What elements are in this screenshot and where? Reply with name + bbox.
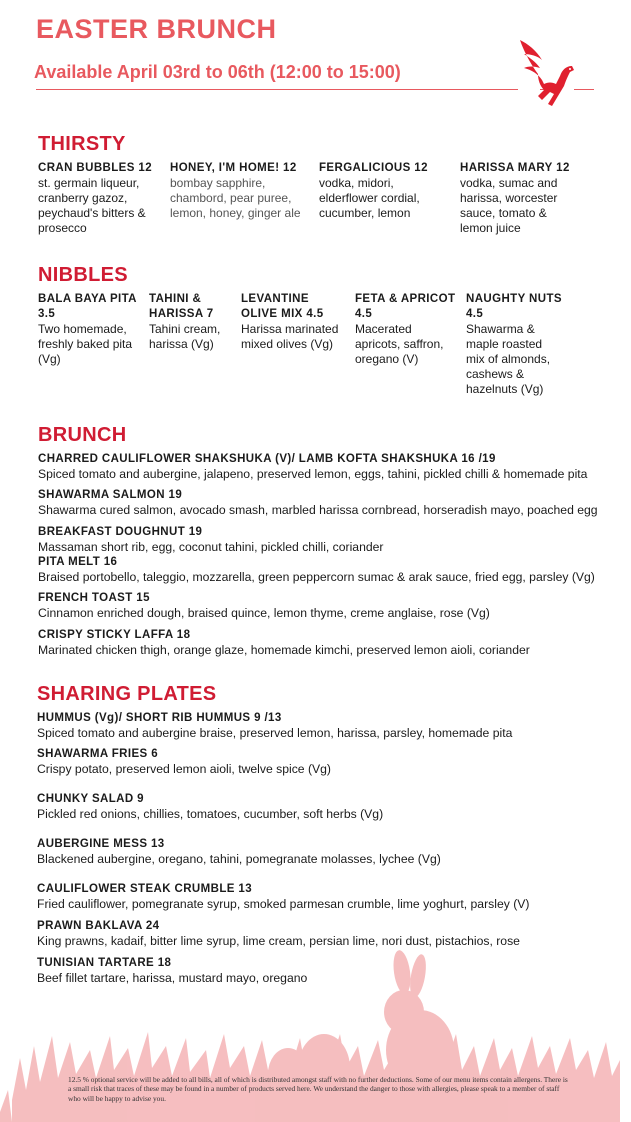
menu-item-name: SHAWARMA SALMON 19 (38, 489, 183, 501)
nibble-name: FETA & APRICOT (355, 293, 456, 305)
drink-name: FERGALICIOUS 12 (319, 162, 428, 174)
menu-item-desc: Shawarma cured salmon, avocado smash, marbled harissa cornbread, horseradish mayo, poached egg (38, 503, 598, 517)
menu-item (38, 628, 530, 658)
menu-item-desc: Braised portobello, taleggio, mozzarella, green peppercorn sumac & arak sauce, fried egg, parsley (Vg) (38, 570, 595, 584)
drink-item (319, 161, 454, 221)
drink-desc-line: prosecco (38, 221, 87, 235)
nibble-desc-line: harissa (Vg) (149, 337, 214, 351)
section-heading-thirsty: THIRSTY (38, 133, 126, 155)
drink-name: HONEY, I'M HOME! 12 (170, 162, 297, 174)
drink-desc-line: cucumber, lemon (319, 206, 411, 220)
nibble-price: HARISSA 7 (149, 308, 214, 320)
menu-item-desc: Crispy potato, preserved lemon aioli, twelve spice (Vg) (37, 762, 331, 776)
nibble-name: BALA BAYA PITA (38, 293, 137, 305)
drink-desc-line: elderflower cordial, (319, 191, 420, 205)
menu-item-desc: Spiced tomato and aubergine braise, preserved lemon, harissa, parsley, homemade pita (37, 726, 513, 740)
nibble-name: LEVANTINE (241, 293, 309, 305)
pegasus-icon (514, 36, 578, 108)
drink-item (460, 161, 610, 236)
nibble-desc-line: Harissa marinated (241, 322, 339, 336)
drink-desc-line: st. germain liqueur, (38, 176, 140, 190)
nibble-desc-line: freshly baked pita (38, 337, 133, 351)
nibble-item (241, 292, 353, 352)
nibble-desc-line: oregano (V) (355, 352, 419, 366)
menu-item (37, 837, 441, 867)
nibble-price: 4.5 (466, 308, 484, 320)
menu-item (37, 792, 383, 822)
nibble-desc-line: Tahini cream, (149, 322, 221, 336)
nibble-desc-line: (Vg) (38, 352, 61, 366)
drink-desc-line: peychaud's bitters & (38, 206, 146, 220)
drink-desc-line: vodka, midori, (319, 176, 394, 190)
availability-subtitle: Available April 03rd to 06th (12:00 to 15:00) (34, 62, 401, 82)
menu-item-name: TUNISIAN TARTARE 18 (37, 957, 172, 969)
nibble-price: 4.5 (355, 308, 373, 320)
menu-item-name: CHUNKY SALAD 9 (37, 793, 144, 805)
menu-item-name: CHARRED CAULIFLOWER SHAKSHUKA (V)/ LAMB KOFTA SHAKSHUKA 16 /19 (38, 453, 496, 465)
nibble-item (466, 292, 586, 397)
menu-item (37, 711, 512, 741)
menu-item (38, 525, 383, 555)
drink-name: HARISSA MARY 12 (460, 162, 570, 174)
menu-item-desc: Pickled red onions, chillies, tomatoes, cucumber, soft herbs (Vg) (37, 807, 384, 821)
menu-item (38, 452, 587, 482)
nibble-desc-line: mix of almonds, (466, 352, 551, 366)
drink-desc-line: chambord, pear puree, (170, 191, 292, 205)
nibble-price: 3.5 (38, 308, 56, 320)
menu-item-desc: Spiced tomato and aubergine, jalapeno, preserved lemon, eggs, tahini, pickled chilli & homemade pita (38, 467, 588, 481)
nibble-desc-line: Shawarma & (466, 322, 535, 336)
menu-item-name: AUBERGINE MESS 13 (37, 838, 165, 850)
nibble-price: OLIVE MIX 4.5 (241, 308, 324, 320)
drink-desc-line: sauce, tomato & (460, 206, 547, 220)
menu-item (37, 919, 520, 949)
nibble-item (149, 292, 241, 352)
menu-item (38, 488, 598, 518)
drink-desc-line: harissa, worcester (460, 191, 558, 205)
drink-item (170, 161, 315, 221)
nibble-desc-line: cashews & (466, 367, 525, 381)
menu-item (38, 555, 595, 585)
menu-item-name: SHAWARMA FRIES 6 (37, 748, 158, 760)
drink-name: CRAN BUBBLES 12 (38, 162, 152, 174)
menu-item-name: CRISPY STICKY LAFFA 18 (38, 629, 191, 641)
menu-item-desc: Cinnamon enriched dough, braised quince, lemon thyme, creme anglaise, rose (Vg) (38, 606, 490, 620)
menu-item-name: CAULIFLOWER STEAK CRUMBLE 13 (37, 883, 253, 895)
allergen-service-notice: 12.5 % optional service will be added to all bills, all of which is distributed amongst staff with no further deductions. Some of our menu items contain allergens. There is a small risk that traces of these may be found in a number of products served here. We understand the danger to those with allergies, please speak to a member of staff who will be happy to advise you. (68, 1075, 568, 1103)
drink-desc-line: lemon juice (460, 221, 521, 235)
menu-item-name: FRENCH TOAST 15 (38, 592, 150, 604)
menu-item-desc: King prawns, kadaif, bitter lime syrup, lime cream, persian lime, nori dust, pistachios, rose (37, 934, 520, 948)
section-heading-sharing-plates: SHARING PLATES (37, 683, 217, 705)
menu-item-desc: Blackened aubergine, oregano, tahini, pomegranate molasses, lychee (Vg) (37, 852, 441, 866)
menu-item-name: HUMMUS (Vg)/ SHORT RIB HUMMUS 9 /13 (37, 712, 282, 724)
drink-desc-line: bombay sapphire, (170, 176, 266, 190)
nibble-name: TAHINI & (149, 293, 202, 305)
menu-item (37, 747, 331, 777)
drink-item (38, 161, 168, 236)
menu-item (37, 882, 529, 912)
nibble-desc-line: hazelnuts (Vg) (466, 382, 544, 396)
page-title: EASTER BRUNCH (36, 14, 277, 44)
nibble-item (38, 292, 148, 367)
menu-item-desc: Fried cauliflower, pomegranate syrup, smoked parmesan crumble, lime yoghurt, parsley (V) (37, 897, 530, 911)
menu-item-desc: Massaman short rib, egg, coconut tahini, pickled chilli, coriander (38, 540, 384, 554)
menu-item-name: PRAWN BAKLAVA 24 (37, 920, 160, 932)
header-divider (36, 89, 518, 90)
drink-desc-line: cranberry gazoz, (38, 191, 128, 205)
menu-item-desc: Marinated chicken thigh, orange glaze, homemade kimchi, preserved lemon aioli, coriander (38, 643, 530, 657)
nibble-desc-line: apricots, saffron, (355, 337, 444, 351)
section-heading-nibbles: NIBBLES (38, 264, 128, 286)
menu-item-desc: Beef fillet tartare, harissa, mustard mayo, oregano (37, 971, 308, 985)
nibble-item (355, 292, 465, 367)
nibble-desc-line: maple roasted (466, 337, 543, 351)
drink-desc-line: vodka, sumac and (460, 176, 558, 190)
nibble-desc-line: mixed olives (Vg) (241, 337, 334, 351)
nibble-name: NAUGHTY NUTS (466, 293, 562, 305)
menu-item (38, 591, 490, 621)
nibble-desc-line: Macerated (355, 322, 412, 336)
section-heading-brunch: BRUNCH (38, 424, 127, 446)
drink-desc-line: lemon, honey, ginger ale (170, 206, 301, 220)
menu-item-name: BREAKFAST DOUGHNUT 19 (38, 526, 203, 538)
menu-item-name: PITA MELT 16 (38, 556, 118, 568)
nibble-desc-line: Two homemade, (38, 322, 127, 336)
